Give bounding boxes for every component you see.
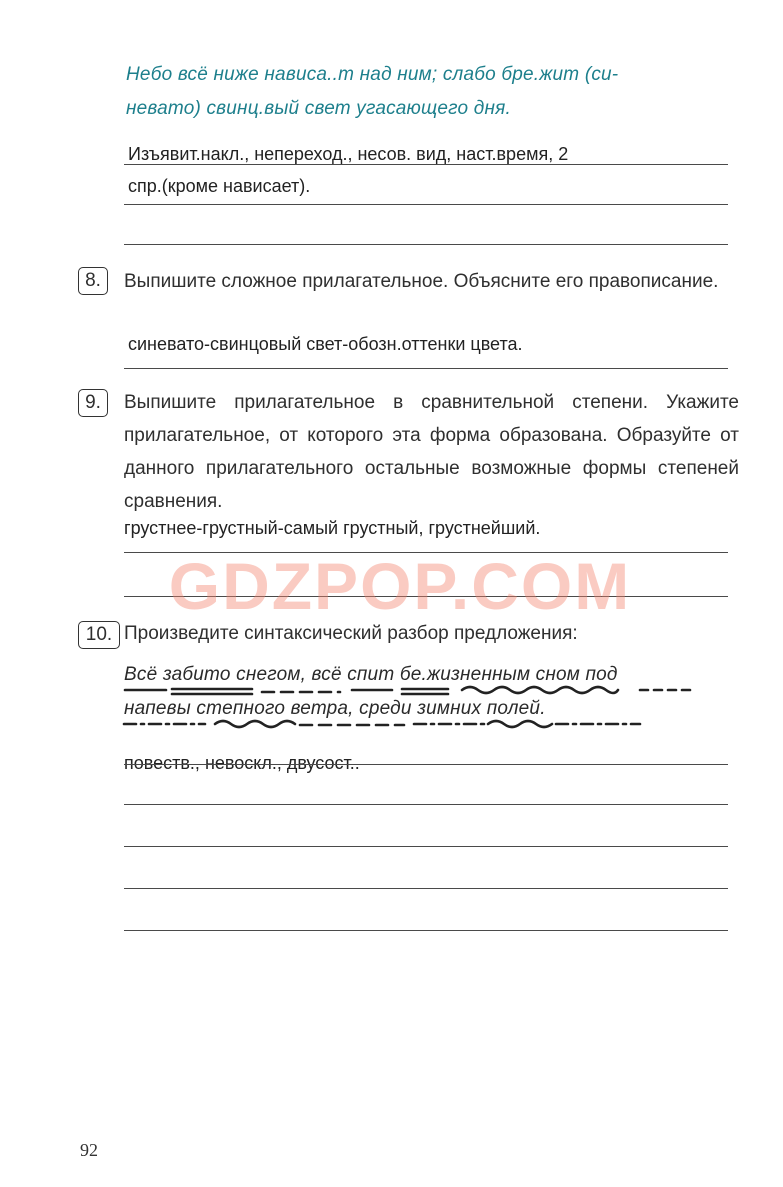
task10-answer: повеств., невоскл., двусост.. xyxy=(124,753,360,773)
answer-line xyxy=(124,888,728,889)
underline-attribute xyxy=(215,721,295,727)
task8-number-box: 8. xyxy=(78,267,108,295)
task10-number-box: 10. xyxy=(78,621,120,649)
answer-line xyxy=(124,846,728,847)
task8-answer: синевато-свинцовый свет-обозн.оттенки цвета. xyxy=(128,334,523,354)
task9-number-box: 9. xyxy=(78,389,108,417)
task10-sentence-line2: напевы степного ветра, среди зимних полей. xyxy=(124,698,546,719)
answer7-line2: спр.(кроме нависает). xyxy=(128,176,311,196)
sentence7-line1: Небо всё ниже нависа..т над ним; слабо бре.жит (си- xyxy=(126,64,619,85)
task8-text: Выпишите сложное прилагательное. Объясните его правописание. xyxy=(124,271,719,292)
task10-text: Произведите синтаксический разбор предложения: xyxy=(124,623,578,644)
sentence7-line2: невато) свинц.вый свет угасающего дня. xyxy=(126,98,511,119)
answer7-line1: Изъявит.накл., непереход., несов. вид, наст.время, 2 xyxy=(128,144,569,164)
page-number: 92 xyxy=(80,1140,98,1160)
watermark: GDZPOP.COM xyxy=(168,549,632,623)
task10-sentence-line1: Всё забито снегом, всё спит бе.жизненным сном под xyxy=(124,664,618,685)
underline-attribute xyxy=(462,687,618,693)
answer-line xyxy=(124,930,728,931)
underline-attribute xyxy=(488,721,552,727)
task9-answer: грустнее-грустный-самый грустный, грустнейший. xyxy=(124,518,541,538)
task9-text: Выпишите прилагательное в сравнительной степени. Укажите прилагательное, от которого эта форма образована. Образуйте от данного прилагательного остальные возможные формы степеней сравнения. xyxy=(124,392,739,512)
answer-line xyxy=(124,764,728,765)
answer-line xyxy=(124,804,728,805)
